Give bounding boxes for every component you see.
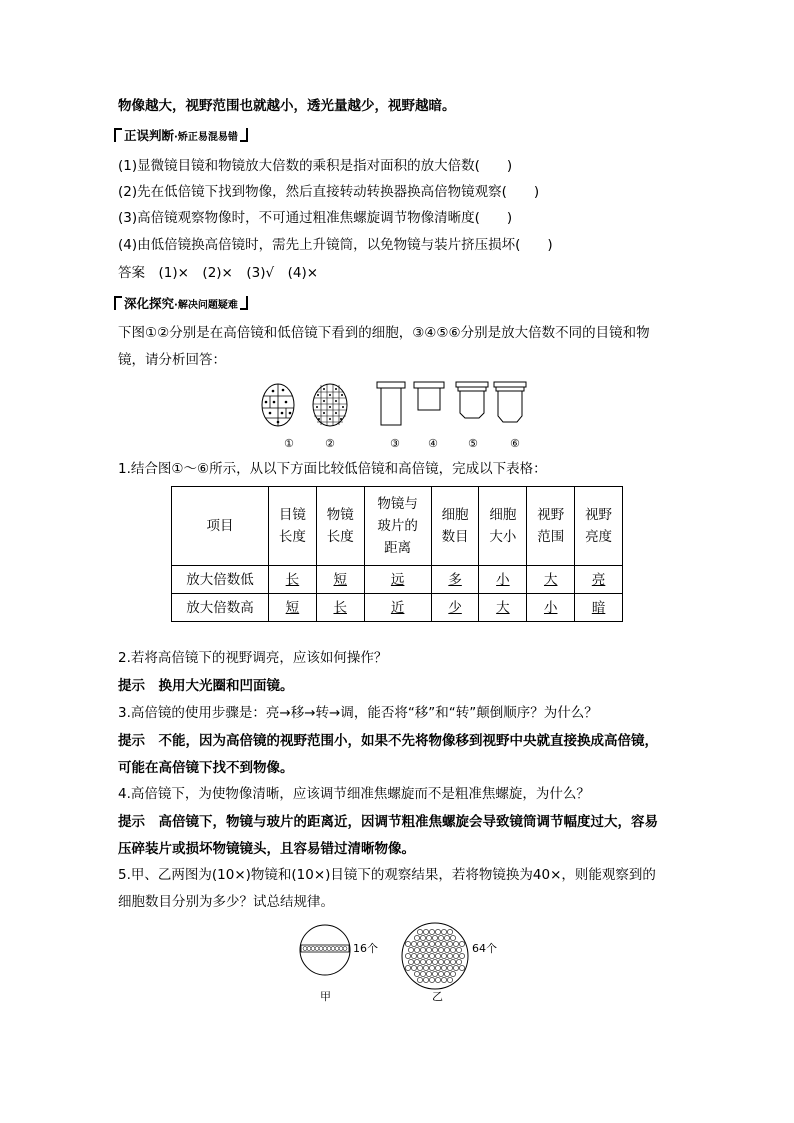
section-title: 正误判断 bbox=[124, 128, 175, 143]
cell-circle bbox=[423, 953, 428, 958]
cell-circle bbox=[435, 941, 440, 946]
table-row-low bbox=[172, 566, 623, 594]
cell-circle bbox=[408, 959, 413, 964]
cell-circle bbox=[417, 929, 422, 934]
cell-circle bbox=[438, 971, 443, 976]
table-cell: 小 bbox=[527, 594, 575, 622]
cell-circle bbox=[456, 959, 461, 964]
cell-circle bbox=[459, 953, 464, 958]
header-objective-length: 物镜 长度 bbox=[316, 487, 364, 566]
answer-3-line-2: 可能在高倍镜下找不到物像。 bbox=[118, 760, 294, 776]
high-power-cells-drawing bbox=[262, 384, 294, 426]
explore-intro-2: 镜，请分析回答： bbox=[118, 352, 226, 368]
header-cell-size: 细胞 大小 bbox=[479, 487, 527, 566]
header-objective-slide-distance: 物镜与 玻片的 距离 bbox=[364, 487, 431, 566]
eyepiece-long-drawing bbox=[377, 382, 405, 425]
cell-circle bbox=[453, 941, 458, 946]
table-cell: 长 bbox=[269, 566, 317, 594]
cell-circle bbox=[459, 941, 464, 946]
figure-label-b: 乙 bbox=[432, 990, 443, 1003]
cell-circle bbox=[429, 929, 434, 934]
cell-circle bbox=[432, 971, 437, 976]
section-title: 深化探究 bbox=[124, 296, 175, 311]
cell-count-a: 16个 bbox=[353, 942, 378, 955]
cell-circle bbox=[420, 935, 425, 940]
cell-circle bbox=[438, 935, 443, 940]
row-label: 放大倍数高 bbox=[172, 594, 269, 622]
cell-circle bbox=[447, 929, 452, 934]
cell-circle bbox=[450, 935, 455, 940]
cell-circle bbox=[441, 977, 446, 982]
figure-label-5: ⑤ bbox=[468, 437, 478, 450]
cell-circle bbox=[432, 947, 437, 952]
figure-label-6: ⑥ bbox=[510, 437, 520, 450]
answer-line: 答案 (1)× (2)× (3)√ (4)× bbox=[118, 265, 319, 281]
field-of-view-figure bbox=[295, 920, 475, 992]
cell-circle bbox=[444, 935, 449, 940]
cell-circle bbox=[441, 953, 446, 958]
cell-circle bbox=[429, 941, 434, 946]
table-row-high bbox=[172, 594, 623, 622]
comparison-table bbox=[171, 486, 623, 622]
section-subtitle: ·解决问题疑难 bbox=[174, 300, 238, 311]
cell-circle bbox=[435, 953, 440, 958]
cell-circle bbox=[435, 977, 440, 982]
header-cell-count: 细胞 数目 bbox=[431, 487, 479, 566]
cell-circle bbox=[459, 965, 464, 970]
cell-circle bbox=[453, 953, 458, 958]
answer-3-line-1: 提示 不能，因为高倍镜的视野范围小，如果不先将物像移到视野中央就直接换成高倍镜， bbox=[118, 733, 658, 749]
answer-4-line-2: 压碎装片或损坏物镜镜头，且容易错过清晰物像。 bbox=[118, 841, 415, 857]
table-cell: 远 bbox=[364, 566, 431, 594]
table-cell: 多 bbox=[431, 566, 479, 594]
cell-circle bbox=[405, 965, 410, 970]
table-cell: 长 bbox=[316, 594, 364, 622]
cell-circle bbox=[417, 953, 422, 958]
cell-circle bbox=[420, 947, 425, 952]
answer-4-line-1: 提示 高倍镜下，物镜与玻片的距离近，因调节粗准焦螺旋会导致镜筒调节幅度过大，容易 bbox=[118, 814, 658, 830]
cell-circle bbox=[444, 971, 449, 976]
statement-1: (1)显微镜目镜和物镜放大倍数的乘积是指对面积的放大倍数( ) bbox=[118, 158, 513, 174]
question-4: 4.高倍镜下，为使物像清晰，应该调节细准焦螺旋而不是粗准焦螺旋，为什么？ bbox=[118, 786, 590, 802]
cell-circle bbox=[450, 959, 455, 964]
cell-circle bbox=[423, 965, 428, 970]
cell-circle bbox=[411, 941, 416, 946]
cell-circle bbox=[423, 977, 428, 982]
table-cell: 小 bbox=[479, 566, 527, 594]
cell-circle bbox=[444, 959, 449, 964]
header-view-range: 视野 范围 bbox=[527, 487, 575, 566]
cell-circle bbox=[456, 947, 461, 952]
header-eyepiece-length: 目镜 长度 bbox=[269, 487, 317, 566]
table-cell: 亮 bbox=[575, 566, 623, 594]
cell-circle bbox=[420, 971, 425, 976]
cell-circle bbox=[411, 953, 416, 958]
cell-count-b: 64个 bbox=[472, 942, 497, 955]
table-cell: 暗 bbox=[575, 594, 623, 622]
cell-circle bbox=[435, 965, 440, 970]
cell-circle bbox=[408, 947, 413, 952]
cell-circle bbox=[447, 953, 452, 958]
cell-circle bbox=[414, 935, 419, 940]
section-heading-explore bbox=[114, 295, 248, 315]
statement-2: (2)先在低倍镜下找到物像，然后直接转动转换器换高倍物镜观察( ) bbox=[118, 184, 540, 200]
question-3: 3.高倍镜的使用步骤是：亮→移→转→调，能否将“移”和“转”颠倒顺序？为什么？ bbox=[118, 705, 598, 721]
table-cell: 大 bbox=[479, 594, 527, 622]
statement-4: (4)由低倍镜换高倍镜时，需先上升镜筒，以免物镜与装片挤压损坏( ) bbox=[118, 237, 553, 253]
cell-circle bbox=[447, 941, 452, 946]
cell-circle bbox=[432, 935, 437, 940]
cell-circle bbox=[426, 947, 431, 952]
question-2: 2.若将高倍镜下的视野调亮，应该如何操作？ bbox=[118, 650, 388, 666]
cell-circle bbox=[453, 965, 458, 970]
header-view-brightness: 视野 亮度 bbox=[575, 487, 623, 566]
cell-circle bbox=[450, 947, 455, 952]
cell-circle bbox=[447, 965, 452, 970]
cell-circle bbox=[423, 929, 428, 934]
cell-circle bbox=[414, 959, 419, 964]
cell-circle bbox=[417, 965, 422, 970]
cell-circle bbox=[417, 977, 422, 982]
cell-circle bbox=[447, 977, 452, 982]
objective-short-drawing bbox=[456, 382, 488, 418]
table-cell: 少 bbox=[431, 594, 479, 622]
row-label: 放大倍数低 bbox=[172, 566, 269, 594]
cell-circle bbox=[414, 971, 419, 976]
objective-long-drawing bbox=[494, 382, 526, 422]
table-cell: 短 bbox=[316, 566, 364, 594]
figure-label-a: 甲 bbox=[320, 990, 331, 1003]
cell-circle bbox=[411, 965, 416, 970]
cell-circle bbox=[429, 953, 434, 958]
cell-circle bbox=[405, 941, 410, 946]
section-subtitle: ·矫正易混易错 bbox=[174, 132, 238, 143]
cell-circle bbox=[423, 941, 428, 946]
figure-label-4: ④ bbox=[428, 437, 438, 450]
cell-circle bbox=[441, 965, 446, 970]
field-b-drawing bbox=[402, 923, 468, 989]
answer-2: 提示 换用大光圈和凹面镜。 bbox=[118, 678, 294, 694]
table-cell: 短 bbox=[269, 594, 317, 622]
figure-label-1: ① bbox=[284, 437, 294, 450]
table-header-row bbox=[172, 487, 623, 566]
cell-circle bbox=[441, 941, 446, 946]
cell-circle bbox=[435, 929, 440, 934]
section-heading-judgement bbox=[114, 127, 248, 147]
cell-circle bbox=[441, 929, 446, 934]
intro-line: 物像越大，视野范围也就越小，透光量越少，视野越暗。 bbox=[118, 98, 456, 114]
cell-circle bbox=[429, 965, 434, 970]
cell-circle bbox=[438, 947, 443, 952]
cell-circle bbox=[420, 959, 425, 964]
question-5-line-2: 细胞数目分别为多少？试总结规律。 bbox=[118, 894, 334, 910]
cell-circle bbox=[426, 935, 431, 940]
cell-circle bbox=[417, 941, 422, 946]
question-1: 1.结合图①～⑥所示，从以下方面比较低倍镜和高倍镜，完成以下表格： bbox=[118, 461, 547, 477]
table-cell: 近 bbox=[364, 594, 431, 622]
eyepiece-short-drawing bbox=[414, 382, 444, 410]
statement-3: (3)高倍镜观察物像时，不可通过粗准焦螺旋调节物像清晰度( ) bbox=[118, 210, 513, 226]
cell-circle bbox=[450, 971, 455, 976]
header-item: 项目 bbox=[172, 487, 269, 566]
cell-circle bbox=[429, 977, 434, 982]
table-cell: 大 bbox=[527, 566, 575, 594]
cell-circle bbox=[432, 959, 437, 964]
lens-cell-figure bbox=[255, 378, 545, 428]
cell-circle bbox=[426, 971, 431, 976]
cell-circle bbox=[426, 959, 431, 964]
figure-label-3: ③ bbox=[390, 437, 400, 450]
low-power-cells-drawing bbox=[313, 384, 347, 426]
cell-circle bbox=[414, 947, 419, 952]
field-a-drawing bbox=[300, 925, 350, 975]
figure-label-2: ② bbox=[325, 437, 335, 450]
cell-circle bbox=[444, 947, 449, 952]
cell-circle bbox=[405, 953, 410, 958]
question-5-line-1: 5.甲、乙两图为(10×)物镜和(10×)目镜下的观察结果，若将物镜换为40×，则能观察到的 bbox=[118, 867, 656, 883]
explore-intro-1: 下图①②分别是在高倍镜和低倍镜下看到的细胞，③④⑤⑥分别是放大倍数不同的目镜和物 bbox=[118, 325, 650, 341]
cell-circle bbox=[438, 959, 443, 964]
